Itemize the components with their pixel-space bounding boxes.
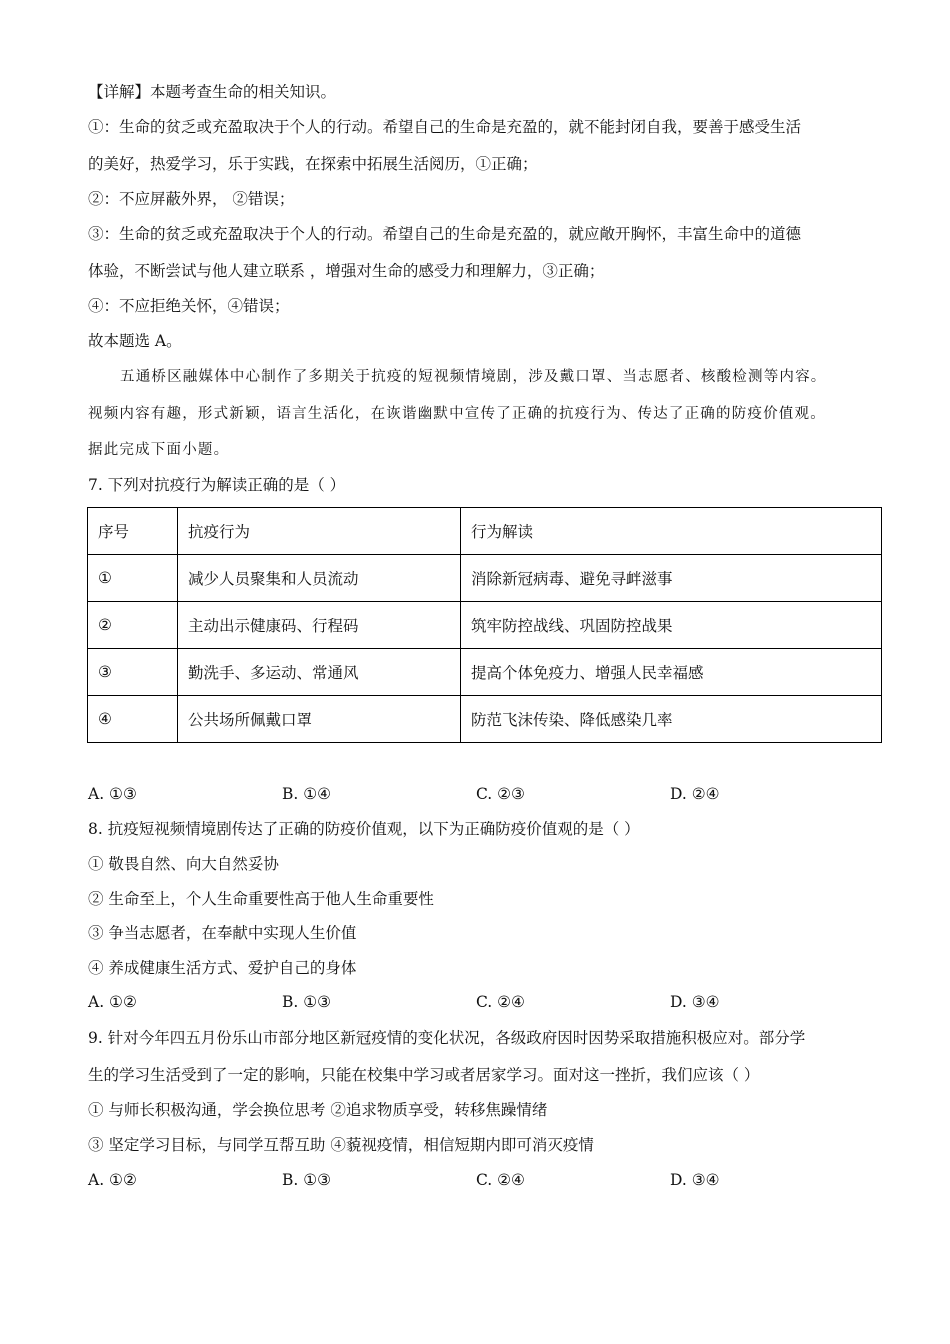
option-a: A. ①② (88, 1171, 137, 1189)
option-b: B. ①④ (282, 785, 332, 803)
question-8-item: ② 生命至上，个人生命重要性高于他人生命重要性 (88, 890, 434, 908)
table-cell: ③ (88, 649, 178, 696)
option-b: B. ①③ (282, 993, 332, 1011)
analysis-point-3: ③：生命的贫乏或充盈取决于个人的行动。希望自己的生命是充盈的，就应敞开胸怀，丰富生命中的道德 (88, 225, 802, 243)
table-cell: 减少人员聚集和人员流动 (178, 555, 461, 602)
table-cell: 勤洗手、多运动、常通风 (178, 649, 461, 696)
passage-line-2: 视频内容有趣，形式新颖，语言生活化，在诙谐幽默中宣传了正确的抗疫行为、传达了正确的防疫价值观。 (88, 406, 826, 422)
analysis-point-1: ①：生命的贫乏或充盈取决于个人的行动。希望自己的生命是充盈的，就不能封闭自我，要善于感受生活 (88, 118, 802, 136)
table-row (88, 649, 882, 696)
question-7-table (87, 507, 882, 743)
table-row (88, 602, 882, 649)
question-9-stem: 9. 针对今年四五月份乐山市部分地区新冠疫情的变化状况，各级政府因时因势采取措施积极应对。部分学 (88, 1029, 806, 1047)
question-9-stem-cont: 生的学习生活受到了一定的影响，只能在校集中学习或者居家学习。面对这一挫折，我们应该（ ） (88, 1066, 760, 1084)
option-d: D. ②④ (670, 785, 720, 803)
table-row (88, 555, 882, 602)
table-cell: 公共场所佩戴口罩 (178, 696, 461, 743)
question-8-stem: 8. 抗疫短视频情境剧传达了正确的防疫价值观，以下为正确防疫价值观的是（ ） (88, 820, 640, 838)
option-a: A. ①③ (88, 785, 137, 803)
table-header-cell: 行为解读 (461, 508, 882, 555)
passage-line-1: 五通桥区融媒体中心制作了多期关于抗疫的短视频情境剧，涉及戴口罩、当志愿者、核酸检测等内容。 (120, 369, 827, 385)
option-d: D. ③④ (670, 1171, 720, 1189)
analysis-header: 【详解】本题考查生命的相关知识。 (88, 83, 337, 101)
table-cell: ① (88, 555, 178, 602)
table-header-row (88, 508, 882, 555)
option-c: C. ②④ (476, 993, 525, 1011)
table-row (88, 696, 882, 743)
table-cell: 防范飞沫传染、降低感染几率 (461, 696, 882, 743)
option-d: D. ③④ (670, 993, 720, 1011)
table-cell: 提高个体免疫力、增强人民幸福感 (461, 649, 882, 696)
table-cell: 筑牢防控战线、巩固防控战果 (461, 602, 882, 649)
question-8-item: ① 敬畏自然、向大自然妥协 (88, 855, 279, 873)
analysis-point-4: ④：不应拒绝关怀，④错误； (88, 297, 290, 315)
question-9-items: ① 与师长积极沟通，学会换位思考 ②追求物质享受，转移焦躁情绪 (88, 1101, 548, 1119)
option-b: B. ①③ (282, 1171, 332, 1189)
table-header-cell: 序号 (88, 508, 178, 555)
table-header-cell: 抗疫行为 (178, 508, 461, 555)
analysis-point-2: ②：不应屏蔽外界， ②错误； (88, 190, 295, 208)
table-cell: ④ (88, 696, 178, 743)
table-cell: 消除新冠病毒、避免寻衅滋事 (461, 555, 882, 602)
option-c: C. ②③ (476, 785, 525, 803)
question-9-items: ③ 坚定学习目标，与同学互帮互助 ④藐视疫情，相信短期内即可消灭疫情 (88, 1136, 594, 1154)
table-cell: ② (88, 602, 178, 649)
analysis-conclusion: 故本题选 A。 (88, 332, 182, 350)
analysis-point-3-cont: 体验，不断尝试与他人建立联系 ，增强对生命的感受力和理解力，③正确； (88, 262, 605, 280)
analysis-point-1-cont: 的美好，热爱学习，乐于实践，在探索中拓展生活阅历，①正确； (88, 155, 538, 173)
question-7-stem: 7. 下列对抗疫行为解读正确的是（ ） (88, 476, 346, 494)
table-cell: 主动出示健康码、行程码 (178, 602, 461, 649)
question-8-item: ③ 争当志愿者，在奉献中实现人生价值 (88, 924, 357, 942)
question-8-item: ④ 养成健康生活方式、爱护自己的身体 (88, 959, 357, 977)
option-c: C. ②④ (476, 1171, 525, 1189)
option-a: A. ①② (88, 993, 137, 1011)
passage-line-3: 据此完成下面小题。 (88, 442, 230, 458)
